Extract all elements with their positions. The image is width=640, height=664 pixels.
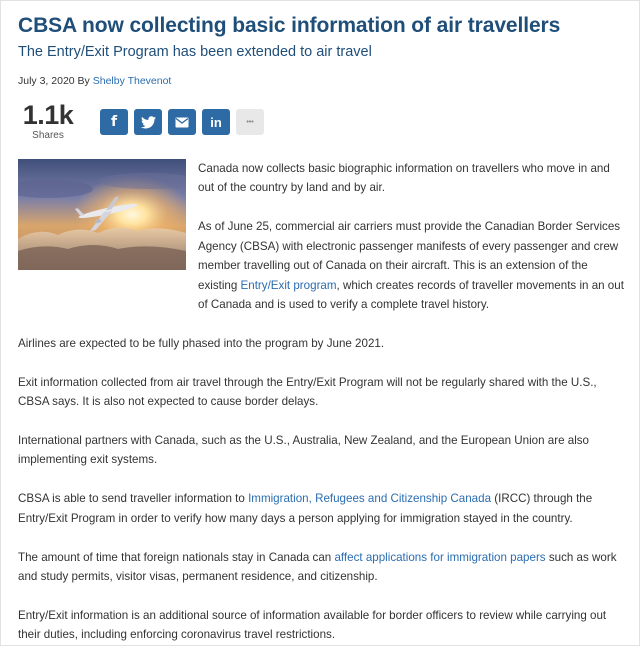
share-count-label: Shares	[32, 130, 64, 141]
share-buttons	[100, 109, 264, 135]
publish-date: July 3, 2020	[18, 75, 75, 87]
paragraph-2	[18, 217, 626, 314]
author-link[interactable]: Shelby Thevenot	[92, 75, 172, 87]
paragraph-2-text-b: , which creates records of traveller movements in an out of Canada and is used to verify a complete travel history.	[198, 278, 624, 311]
entry-exit-program-link[interactable]: Entry/Exit program	[240, 278, 337, 292]
paragraph-7	[18, 548, 626, 587]
share-count	[17, 99, 79, 141]
more-icon: •••	[246, 118, 254, 126]
ircc-link[interactable]: Immigration, Refugees and Citizenship Canada	[248, 492, 492, 506]
paragraph-7-text-b: such as work and study permits, visitor visas, permanent residence, and citizenship.	[18, 550, 617, 584]
paragraph-2-lead	[198, 217, 626, 314]
more-share-button[interactable]	[236, 109, 264, 135]
byline	[18, 75, 171, 87]
email-share-button[interactable]	[168, 109, 196, 135]
paragraph-7-text-a: The amount of time that foreign nationals stay in Canada can	[18, 550, 335, 564]
paragraph-2-text-a: As of June 25, commercial air carriers must provide the Canadian Border Services Agency (CBSA) with electronic passenger manifests of every passenger and crew member travelling out of Canada on their aircraft. This is an extension of the existing	[198, 220, 621, 292]
paragraph-4: Exit information collected from air travel through the Entry/Exit Program will not be regularly shared with the U.S., CBSA says. It is also not expected to cause border delays.	[18, 375, 597, 409]
email-icon	[175, 117, 189, 128]
article-subheadline: The Entry/Exit Program has been extended to air travel	[18, 44, 372, 60]
article-headline: CBSA now collecting basic information of air travellers	[18, 14, 561, 37]
byline-by: By	[77, 75, 90, 87]
paragraph-8: Entry/Exit information is an additional source of information available for border officers to review while carrying out their duties, including enforcing coronavirus travel restrictions.	[18, 609, 607, 642]
twitter-icon	[141, 116, 156, 129]
paragraph-6-text-b: (IRCC) through the Entry/Exit Program in order to verify how many days a person applying for immigration stayed in the country.	[18, 492, 593, 525]
twitter-share-button[interactable]	[134, 109, 162, 135]
paragraph-5: International partners with Canada, such as the U.S., Australia, New Zealand, and the European Union are also implementing exit systems.	[18, 434, 590, 467]
linkedin-share-button[interactable]	[202, 109, 230, 135]
share-count-value: 1.1k	[22, 100, 74, 130]
paragraph-1: Canada now collects basic biographic information on travellers who move in and out of the country by land and by air.	[198, 162, 610, 195]
paragraph-6	[18, 489, 626, 528]
paragraph-3: Airlines are expected to be fully phased into the program by June 2021.	[18, 336, 385, 350]
linkedin-icon: in	[210, 114, 222, 130]
paragraph-6-text-a: CBSA is able to send traveller information to	[18, 492, 249, 506]
article-body	[18, 159, 626, 664]
facebook-icon: f	[110, 114, 118, 130]
facebook-share-button[interactable]	[100, 109, 128, 135]
immigration-papers-link[interactable]: affect applications for immigration papers	[334, 550, 546, 564]
